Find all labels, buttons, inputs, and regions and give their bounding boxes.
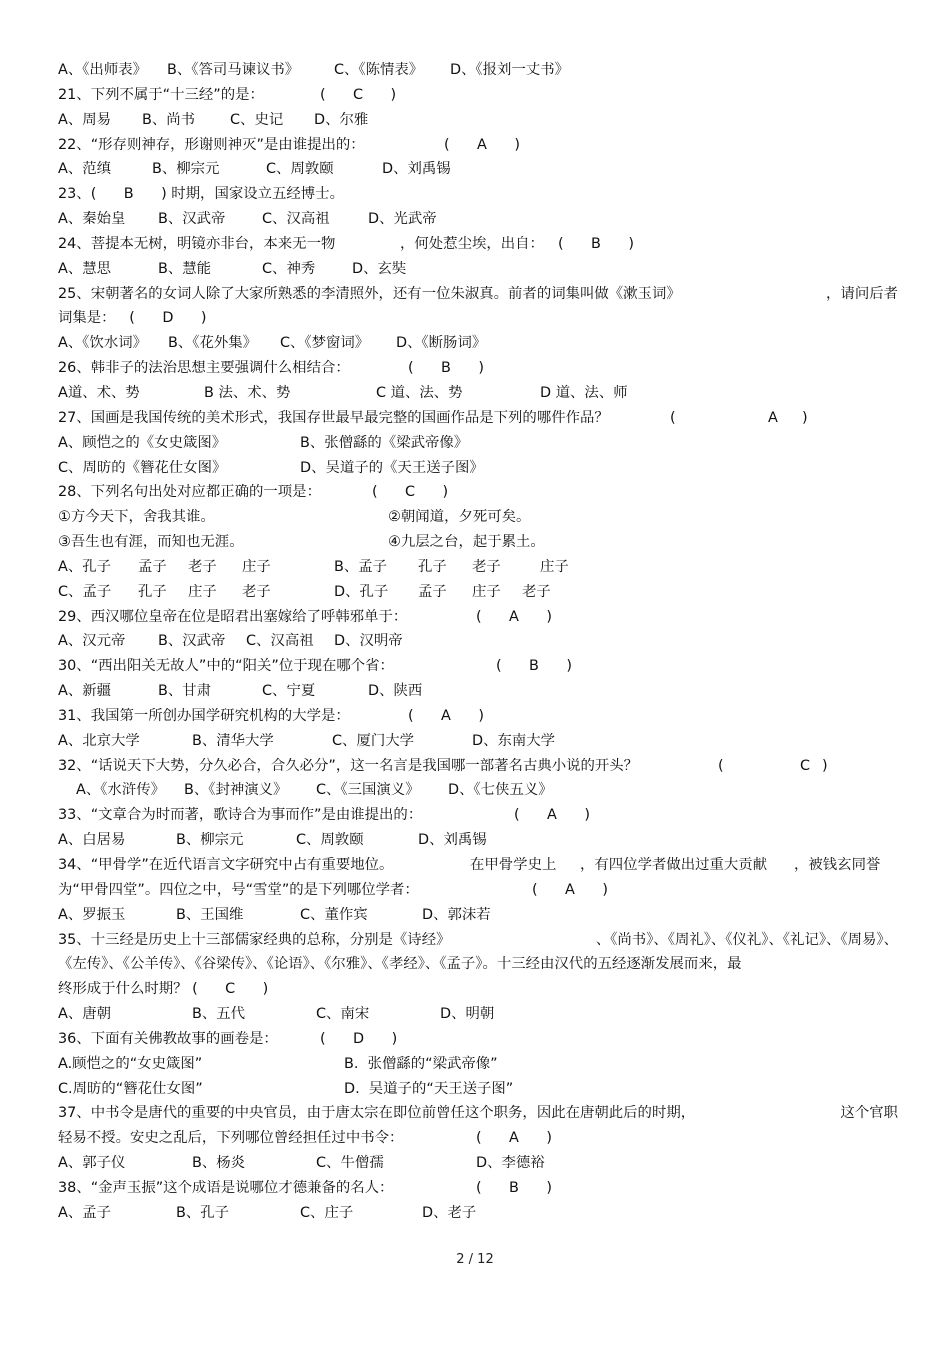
text-segment: B、清华大学 <box>192 732 274 749</box>
text-segment: ( B ) <box>558 235 634 252</box>
text-line <box>58 257 898 282</box>
text-segment: C <box>800 757 811 774</box>
text-line <box>58 828 898 853</box>
text-segment: ( D ) <box>320 1030 398 1047</box>
text-segment: A、孔子 <box>58 558 112 575</box>
text-segment: A、《水浒传》 <box>76 782 165 799</box>
text-segment: C、周敦颐 <box>266 161 334 178</box>
text-segment: 30、“西出阳关无故人”中的“阳关”位于现在哪个省： <box>58 658 394 675</box>
text-line <box>58 803 898 828</box>
text-segment: ( A ) <box>476 608 552 625</box>
text-segment: 26、韩非子的法治思想主要强调什么相结合： <box>58 360 350 377</box>
text-segment: A、慧思 <box>58 260 112 277</box>
text-segment: A道、术、势 <box>58 384 140 401</box>
text-segment: ) <box>822 757 828 774</box>
text-segment: 37、中书令是唐代的重要的中央官员，由于唐太宗在即位前曾任这个职务，因此在唐朝此后的时期， <box>58 1105 696 1122</box>
text-segment: 庄子 <box>472 583 501 600</box>
text-segment: 34、“甲骨学”在近代语言文字研究中占有重要地位。 <box>58 857 394 873</box>
text-segment: 孟子 <box>418 583 447 600</box>
text-segment: D、老子 <box>422 1204 477 1221</box>
text-line <box>58 853 898 878</box>
text-line <box>58 282 898 307</box>
text-line <box>58 605 898 630</box>
text-segment: C、汉高祖 <box>262 211 330 228</box>
text-segment: 老子 <box>522 583 551 600</box>
text-segment: C、庄子 <box>300 1204 354 1221</box>
text-line <box>58 207 898 232</box>
text-line <box>58 381 898 406</box>
text-segment: C、南宋 <box>316 1006 370 1023</box>
text-segment: B、甘肃 <box>158 683 212 700</box>
text-line <box>58 1126 898 1151</box>
text-line <box>58 406 898 431</box>
text-segment: 词集是： ( D ) <box>58 310 207 327</box>
text-segment: ( C ) <box>372 484 449 501</box>
text-segment: C、厦门大学 <box>332 732 415 749</box>
text-segment: ( <box>670 409 676 426</box>
text-segment: ③吾生也有涯，而知也无涯。 <box>58 534 244 551</box>
text-segment: ④九层之台，起于累土。 <box>388 534 545 551</box>
text-segment: 庄子 <box>188 583 217 600</box>
text-segment: 32、“话说天下大势，分久必合，合久必分”，这一名言是我国哪一部著名古典小说的开头？ <box>58 757 639 774</box>
text-line <box>58 83 898 108</box>
text-segment: B、张僧繇的《梁武帝像》 <box>300 434 469 451</box>
text-segment: B、慧能 <box>158 260 212 277</box>
text-segment: 老子 <box>472 558 501 575</box>
text-line <box>58 778 898 803</box>
text-segment: D、郭沫若 <box>422 906 491 923</box>
text-segment: C、神秀 <box>262 260 316 277</box>
text-line <box>58 1201 898 1226</box>
text-segment: ，有四位学者做出过重大贡献 <box>580 857 768 873</box>
text-segment: D、尔雅 <box>314 111 369 128</box>
text-segment: B、柳宗元 <box>176 832 244 849</box>
text-segment: D. 吴道子的“天王送子图” <box>344 1080 514 1097</box>
text-segment: 在甲骨学史上 <box>470 857 557 873</box>
text-line <box>58 580 898 605</box>
text-segment: B、五代 <box>192 1006 246 1023</box>
text-segment: A、周易 <box>58 111 112 128</box>
text-segment: 23、( B ) 时期，国家设立五经博士。 <box>58 186 344 203</box>
text-segment: B 法、术、势 <box>204 384 291 401</box>
text-segment: ) <box>802 409 808 426</box>
text-segment: A、范缜 <box>58 161 112 178</box>
text-segment: A、秦始皇 <box>58 211 126 228</box>
text-segment: A、孟子 <box>58 1204 112 1221</box>
text-line <box>58 704 898 729</box>
text-segment: 老子 <box>188 558 217 575</box>
text-segment: ，何处惹尘埃，出自： <box>400 235 544 252</box>
text-segment: 21、下列不属于“十三经”的是： <box>58 86 264 103</box>
text-line <box>58 1151 898 1176</box>
text-segment: B、杨炎 <box>192 1155 246 1172</box>
text-segment: D 道、法、师 <box>540 384 628 401</box>
text-segment: ②朝闻道，夕死可矣。 <box>388 509 531 526</box>
text-segment: 35、十三经是历史上十三部儒家经典的总称，分别是《诗经》 <box>58 931 451 948</box>
text-line <box>58 108 898 133</box>
text-segment: C、周昉的《簪花仕女图》 <box>58 459 227 476</box>
text-segment: A、新疆 <box>58 683 112 700</box>
text-segment: ①方今天下，舍我其谁。 <box>58 509 215 526</box>
text-line <box>58 679 898 704</box>
text-line <box>58 480 898 505</box>
text-segment: A.顾恺之的“女史箴图” <box>58 1055 203 1072</box>
text-line <box>58 903 898 928</box>
text-segment: B、汉武帝 <box>158 633 226 650</box>
text-segment: C、《陈情表》 <box>334 62 424 78</box>
text-segment: D、《七侠五义》 <box>448 782 553 799</box>
text-segment: B、尚书 <box>142 111 196 128</box>
text-segment: A、罗振玉 <box>58 906 126 923</box>
text-line <box>58 1176 898 1201</box>
text-segment: C、《梦窗词》 <box>280 335 370 352</box>
text-segment: C、史记 <box>230 111 284 128</box>
text-segment: 庄子 <box>242 558 271 575</box>
text-segment: ，被钱玄同誉 <box>794 857 881 873</box>
text-segment: 25、宋朝著名的女词人除了大家所熟悉的李清照外，还有一位朱淑真。前者的词集叫做《漱玉词》 <box>58 285 681 302</box>
text-segment: C.周昉的“簪花仕女图” <box>58 1080 203 1097</box>
text-segment: B、《答司马谏议书》 <box>167 62 300 78</box>
text-segment: A、北京大学 <box>58 732 140 749</box>
text-segment: 孔子 <box>418 558 447 575</box>
text-segment: 24、菩提本无树，明镜亦非台，本来无一物 <box>58 235 336 252</box>
text-segment: 38、“金声玉振”这个成语是说哪位才德兼备的名人： <box>58 1179 394 1196</box>
text-segment: C、《三国演义》 <box>316 782 420 799</box>
text-segment: D、陕西 <box>368 683 423 700</box>
text-segment: D、《断肠词》 <box>396 335 487 352</box>
text-segment: D、明朝 <box>440 1006 495 1023</box>
text-segment: 31、我国第一所创办国学研究机构的大学是： <box>58 707 350 724</box>
text-segment: 、《尚书》、《周礼》、《仪礼》、《礼记》、《周易》、 <box>595 931 898 948</box>
text-line <box>58 456 898 481</box>
text-segment: 29、西汉哪位皇帝在位是昭君出塞嫁给了呼韩邪单于： <box>58 608 408 625</box>
text-segment: 27、国画是我国传统的美术形式，我国存世最早最完整的国画作品是下列的哪件作品？ <box>58 409 609 426</box>
text-segment: ( A ) <box>532 881 608 898</box>
text-line <box>58 1052 898 1077</box>
text-segment: 老子 <box>242 583 271 600</box>
text-segment: ( A ) <box>514 807 590 824</box>
text-segment: C、汉高祖 <box>246 633 314 650</box>
text-line <box>58 729 898 754</box>
text-line <box>58 530 898 555</box>
text-segment: C、宁夏 <box>262 683 316 700</box>
text-line <box>58 157 898 182</box>
text-segment: B、《封神演义》 <box>184 782 288 799</box>
text-segment: A、郭子仪 <box>58 1155 126 1172</box>
text-line <box>58 928 898 953</box>
text-segment: B、汉武帝 <box>158 211 226 228</box>
text-segment: 22、“形存则神存，形谢则神灭”是由谁提出的： <box>58 136 365 153</box>
text-segment: ( C ) <box>320 86 397 103</box>
text-segment: ( A ) <box>444 136 520 153</box>
text-segment: 33、“文章合为时而著，歌诗合为事而作”是由谁提出的： <box>58 807 423 824</box>
text-segment: 终形成于什么时期？ ( C ) <box>58 981 269 998</box>
text-segment: 轻易不授。安史之乱后，下列哪位曾经担任过中书令： <box>58 1130 404 1147</box>
text-line <box>58 182 898 207</box>
text-segment: 为“甲骨四堂”。四位之中，号“雪堂”的是下列哪位学者： <box>58 881 419 898</box>
text-segment: A、《出师表》 <box>58 62 147 78</box>
text-segment: A、《饮水词》 <box>58 335 147 352</box>
text-segment: C 道、法、势 <box>376 384 463 401</box>
text-segment: A、白居易 <box>58 832 126 849</box>
text-segment: D、孔子 <box>334 583 389 600</box>
text-segment: B、孔子 <box>176 1204 230 1221</box>
text-segment: 28、下列名句出处对应都正确的一项是： <box>58 484 321 501</box>
text-segment: D、汉明帝 <box>334 633 403 650</box>
text-segment: D、李德裕 <box>476 1155 545 1172</box>
text-segment: D、光武帝 <box>368 211 437 228</box>
text-segment: C、牛僧孺 <box>316 1155 384 1172</box>
text-line <box>58 878 898 903</box>
text-segment: B、孟子 <box>334 558 388 575</box>
text-line <box>58 977 898 1002</box>
text-segment: D、吴道子的《天王送子图》 <box>300 459 484 476</box>
text-line <box>58 505 898 530</box>
text-segment: ( B ) <box>408 360 484 377</box>
text-segment: A、顾恺之的《女史箴图》 <box>58 434 227 451</box>
text-segment: 孔子 <box>138 583 167 600</box>
text-segment: C、周敦颐 <box>296 832 364 849</box>
text-line <box>58 133 898 158</box>
text-line <box>58 1002 898 1027</box>
text-segment: ( B ) <box>476 1179 552 1196</box>
text-segment: B. 张僧繇的“梁武帝像” <box>344 1055 498 1072</box>
text-segment: 庄子 <box>540 558 569 575</box>
text-segment: D、刘禹锡 <box>382 161 451 178</box>
text-line <box>58 431 898 456</box>
text-segment: A、唐朝 <box>58 1006 112 1023</box>
text-segment: D、刘禹锡 <box>418 832 487 849</box>
text-segment: 《左传》、《公羊传》、《谷梁传》、《论语》、《尔雅》、《孝经》、《孟子》。十三经由汉代的五经逐渐发展而来，最 <box>58 956 742 973</box>
text-line <box>58 629 898 654</box>
text-line <box>58 952 898 977</box>
text-line <box>58 654 898 679</box>
text-segment: 这个官职 <box>840 1105 898 1122</box>
text-line <box>58 1077 898 1102</box>
text-segment: ( A ) <box>408 707 484 724</box>
text-line <box>58 1101 898 1126</box>
text-line <box>58 232 898 257</box>
text-segment: C、孟子 <box>58 583 112 600</box>
text-segment: B、王国维 <box>176 906 244 923</box>
text-line <box>58 58 898 83</box>
text-segment: ，请问后者 <box>826 285 898 302</box>
text-segment: 36、下面有关佛教故事的画卷是： <box>58 1030 278 1047</box>
text-line <box>58 1027 898 1052</box>
text-segment: D、玄奘 <box>352 260 407 277</box>
text-segment: ( A ) <box>476 1130 552 1147</box>
text-line <box>58 555 898 580</box>
text-segment: ( B ) <box>496 658 572 675</box>
text-segment: 孟子 <box>138 558 167 575</box>
page-number: 2 / 12 <box>456 1252 494 1267</box>
text-segment: A、汉元帝 <box>58 633 126 650</box>
text-segment: A <box>768 409 778 426</box>
text-segment: B、柳宗元 <box>152 161 220 178</box>
document-body <box>58 58 898 1226</box>
text-segment: D、《报刘一丈书》 <box>450 62 570 78</box>
text-line <box>58 356 898 381</box>
text-line <box>58 306 898 331</box>
text-segment: C、董作宾 <box>300 906 368 923</box>
text-segment: D、东南大学 <box>472 732 556 749</box>
text-line <box>58 331 898 356</box>
text-segment: ( <box>718 757 724 774</box>
text-segment: B、《花外集》 <box>168 335 258 352</box>
text-line <box>58 754 898 779</box>
